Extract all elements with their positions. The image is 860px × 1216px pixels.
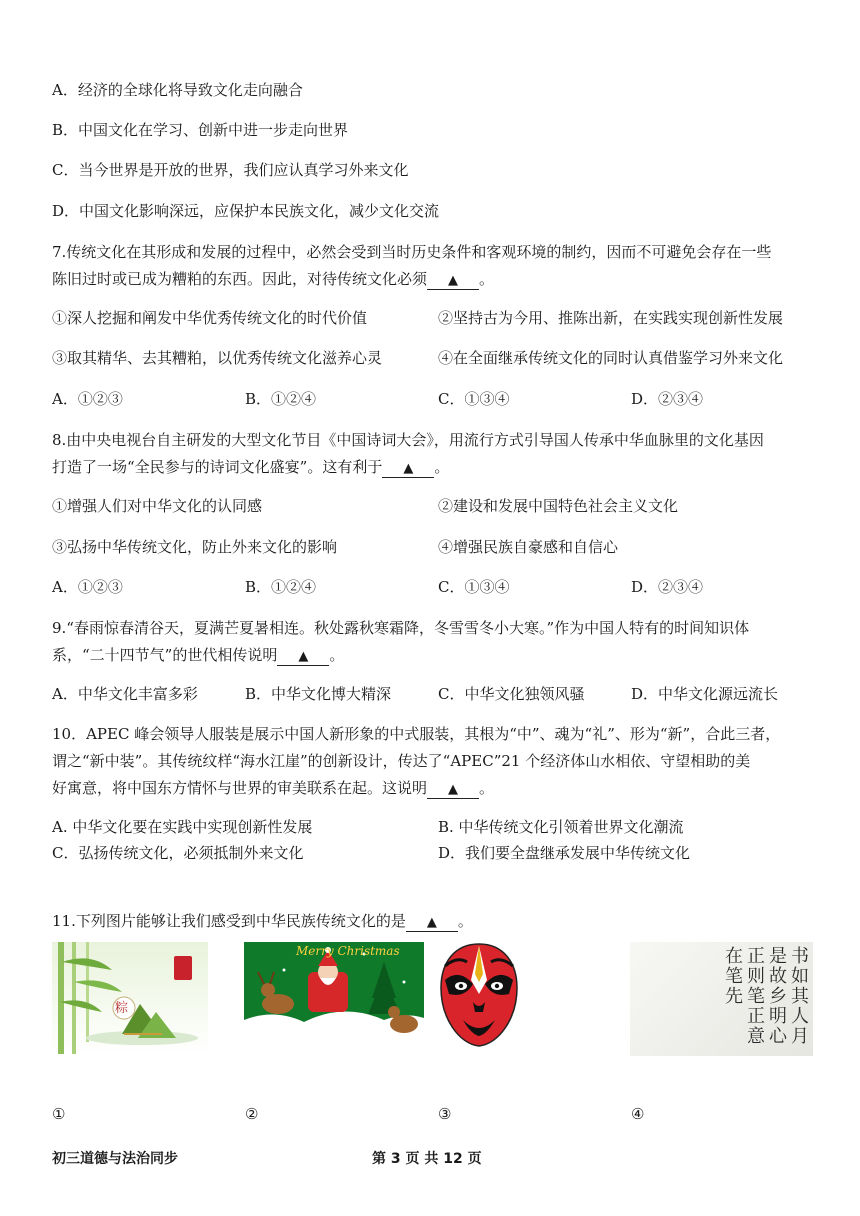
q10-stem-line2: 谓之“新中装”。其传统纹样“海水江崖”的创新设计，传达了“APEC”21 个经济体山水相依、守望相助的美 xyxy=(52,752,751,770)
opera-mask-image xyxy=(437,940,521,1050)
q10-stem-line3: 好寓意，将中国东方情怀与世界的审美联系在起。这说明 ▲ 。 xyxy=(52,779,495,797)
merry-christmas-text: Merry Christmas xyxy=(296,944,400,958)
q9-stem-line2: 系，“二十四节气”的世代相传说明 ▲ 。 xyxy=(52,646,345,664)
q8-choice-b: B．①②④ xyxy=(245,578,317,596)
q10-choice-a: A. 中华文化要在实践中实现创新性发展 xyxy=(52,818,313,836)
answer-blank: ▲ xyxy=(277,647,329,666)
footer-page-number: 第 3 页 共 12 页 xyxy=(372,1151,482,1167)
q10-choice-d: D．我们要全盘继承发展中华传统文化 xyxy=(438,844,691,862)
q6-option-a: A．经济的全球化将导致文化走向融合 xyxy=(52,81,303,99)
pic-label-2: ② xyxy=(245,1105,259,1123)
q8-statement-1: ①增强人们对中华文化的认同感 xyxy=(52,497,263,515)
q10-choice-c: C．弘扬传统文化，必须抵制外来文化 xyxy=(52,844,304,862)
q8-statement-3: ③弘扬中华传统文化，防止外来文化的影响 xyxy=(52,538,338,556)
q7-stem-line1: 7.传统文化在其形成和发展的过程中，必然会受到当时历史条件和客观环境的制约，因而不可避免会存在一些 xyxy=(52,243,772,261)
q8-choice-d: D．②③④ xyxy=(631,578,704,596)
q9-choice-d: D．中华文化源远流长 xyxy=(631,685,779,703)
peking-opera-mask xyxy=(437,940,521,1050)
q9-choice-a: A．中华文化丰富多彩 xyxy=(52,685,198,703)
q7-choice-a: A．①②③ xyxy=(52,390,123,408)
zongzi-character: 粽 xyxy=(115,1001,129,1016)
calligraphy-text: 书如其人月是故乡明心正则笔正意在笔先 xyxy=(722,946,809,1046)
calligraphy-image xyxy=(630,942,813,1056)
bamboo-zongzi-illustration xyxy=(52,942,208,1054)
pic-label-3: ③ xyxy=(438,1105,452,1123)
q7-statement-4: ④在全面继承传统文化的同时认真借鉴学习外来文化 xyxy=(438,349,784,367)
zongzi-image xyxy=(52,942,208,1054)
q9-choice-b: B．中华文化博大精深 xyxy=(245,685,392,703)
q9-stem-line1: 9.“春雨惊春清谷天，夏满芒夏暑相连。秋处露秋寒霜降，冬雪雪冬小大寒。”作为中国人特有的时间知识体 xyxy=(52,619,750,637)
pic-label-1: ① xyxy=(52,1105,66,1123)
answer-blank: ▲ xyxy=(427,780,479,799)
q7-statement-1: ①深人挖掘和阐发中华优秀传统文化的时代价值 xyxy=(52,309,368,327)
footer-subject: 初三道德与法治同步 xyxy=(52,1151,178,1167)
q7-choice-c: C．①③④ xyxy=(438,390,510,408)
q7-choice-d: D．②③④ xyxy=(631,390,704,408)
q8-statement-4: ④增强民族自豪感和自信心 xyxy=(438,538,619,556)
q7-statement-2: ②坚持古为今用、推陈出新，在实践实现创新性发展 xyxy=(438,309,784,327)
answer-blank: ▲ xyxy=(382,459,434,478)
q8-stem-line2: 打造了一场“全民参与的诗词文化盛宴”。这有利于 ▲ 。 xyxy=(52,458,450,476)
q7-stem-line2: 陈旧过时或已成为糟粕的东西。因此，对待传统文化必须 ▲ 。 xyxy=(52,270,495,288)
q10-stem-line1: 10．APEC 峰会领导人服装是展示中国人新形象的中式服装，其根为“中”、魂为“礼”、形为“新”，合此三者， xyxy=(52,725,781,743)
q7-statement-3: ③取其精华、去其糟粕，以优秀传统文化滋养心灵 xyxy=(52,349,383,367)
q8-stem-line1: 8.由中央电视台自主研发的大型文化节目《中国诗词大会》，用流行方式引导国人传承中华血脉里的文化基因 xyxy=(52,431,764,449)
q6-option-d: D．中国文化影响深远，应保护本民族文化，减少文化交流 xyxy=(52,202,440,220)
q6-option-b: B．中国文化在学习、创新中进一步走向世界 xyxy=(52,121,349,139)
q6-option-c: C．当今世界是开放的世界，我们应认真学习外来文化 xyxy=(52,161,409,179)
pic-label-4: ④ xyxy=(631,1105,645,1123)
q11-stem: 11.下列图片能够让我们感受到中华民族传统文化的是 ▲ 。 xyxy=(52,912,473,930)
answer-blank: ▲ xyxy=(427,271,479,290)
q9-choice-c: C．中华文化独领风骚 xyxy=(438,685,585,703)
answer-blank: ▲ xyxy=(406,913,458,932)
q7-choice-b: B．①②④ xyxy=(245,390,317,408)
q8-choice-c: C．①③④ xyxy=(438,578,510,596)
q8-statement-2: ②建设和发展中国特色社会主义文化 xyxy=(438,497,679,515)
q10-choice-b: B. 中华传统文化引领着世界文化潮流 xyxy=(438,818,684,836)
q8-choice-a: A．①②③ xyxy=(52,578,123,596)
christmas-image xyxy=(244,942,424,1042)
